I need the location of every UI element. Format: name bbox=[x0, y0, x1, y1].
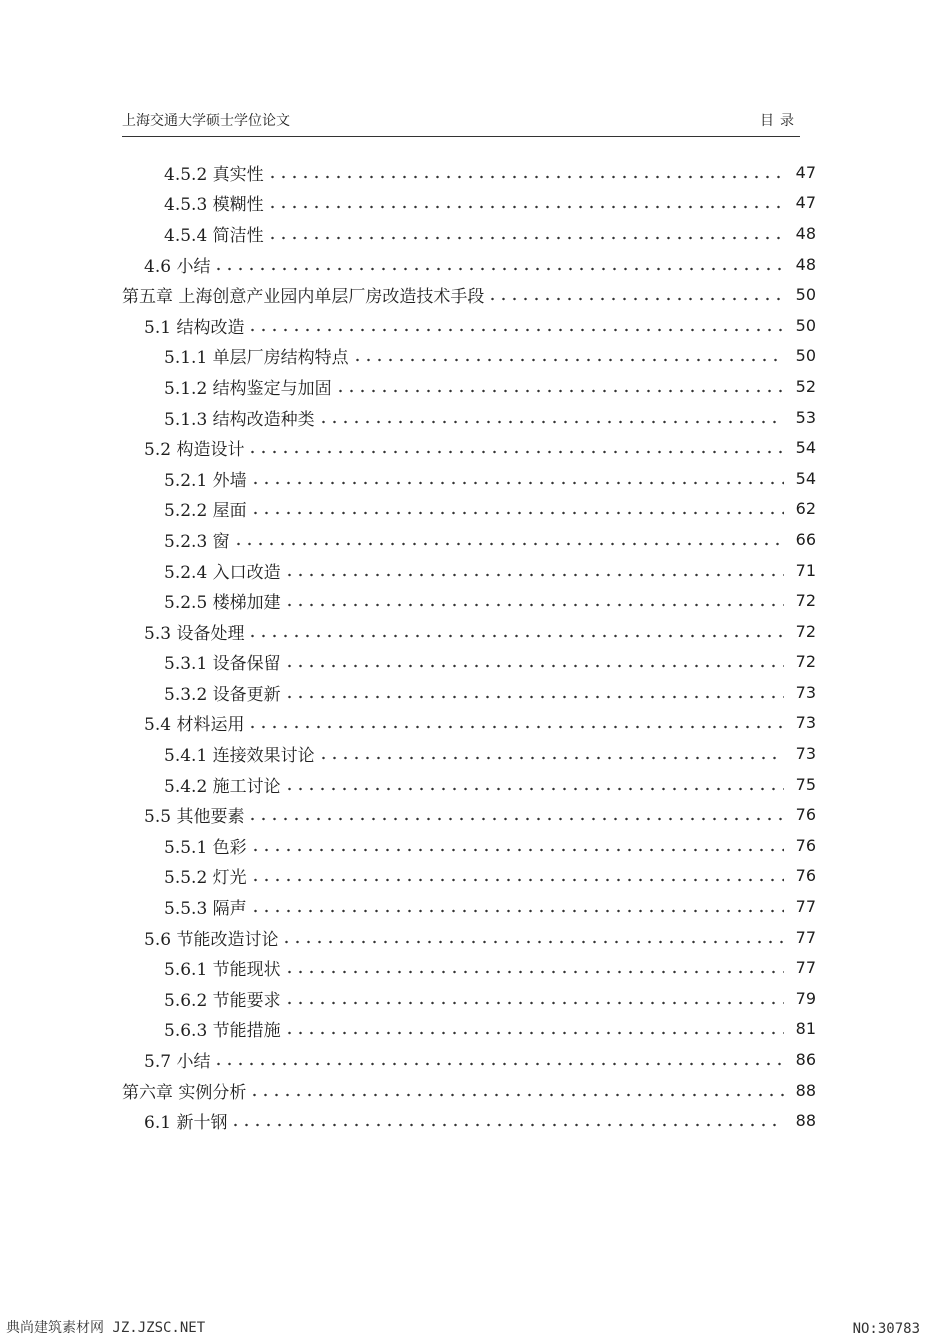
toc-entry-title: 第五章 上海创意产业园内单层厂房改造技术手段 bbox=[122, 287, 485, 308]
toc-entry-title: 5.5 其他要素 bbox=[144, 807, 245, 828]
toc-entry-title: 5.3.2 设备更新 bbox=[164, 684, 281, 705]
toc-entry[interactable] bbox=[122, 708, 816, 739]
toc-entry-title: 5.5.3 隔声 bbox=[164, 899, 247, 920]
toc-entry-page: 48 bbox=[795, 223, 816, 243]
toc-entry[interactable] bbox=[122, 738, 816, 769]
toc-entry[interactable] bbox=[122, 616, 816, 647]
toc-entry-page: 77 bbox=[795, 958, 816, 978]
toc-entry[interactable] bbox=[122, 524, 816, 555]
toc-entry-title: 第六章 实例分析 bbox=[122, 1082, 247, 1103]
toc-entry-title: 5.4.2 施工讨论 bbox=[164, 776, 281, 797]
toc-entry-title: 5.2.5 楼梯加建 bbox=[164, 593, 281, 614]
toc-entry-title: 4.5.2 真实性 bbox=[164, 164, 264, 185]
toc-leader-dots bbox=[318, 756, 784, 760]
toc-leader-dots bbox=[247, 817, 784, 821]
toc-entry[interactable] bbox=[122, 952, 816, 983]
toc-entry-page: 73 bbox=[795, 744, 816, 764]
toc-leader-dots bbox=[335, 389, 784, 393]
toc-entry[interactable] bbox=[122, 647, 816, 678]
toc-entry[interactable] bbox=[122, 555, 816, 586]
toc-leader-dots bbox=[284, 695, 784, 699]
toc-leader-dots bbox=[267, 175, 784, 179]
toc-leader-dots bbox=[267, 205, 784, 209]
toc-leader-dots bbox=[250, 878, 784, 882]
toc-leader-dots bbox=[284, 1001, 784, 1005]
toc-entry[interactable] bbox=[122, 1014, 816, 1045]
toc-entry[interactable] bbox=[122, 188, 816, 219]
toc-entry-page: 48 bbox=[795, 254, 816, 274]
toc-leader-dots bbox=[284, 970, 784, 974]
toc-leader-dots bbox=[250, 511, 784, 515]
toc-leader-dots bbox=[213, 1062, 784, 1066]
toc-entry-title: 5.1 结构改造 bbox=[144, 317, 245, 338]
toc-entry-page: 50 bbox=[795, 315, 816, 335]
toc-entry-page: 76 bbox=[795, 866, 816, 886]
toc-entry-title: 5.5.1 色彩 bbox=[164, 837, 247, 858]
toc-entry[interactable] bbox=[122, 585, 816, 616]
toc-leader-dots bbox=[247, 634, 784, 638]
toc-entry[interactable] bbox=[122, 983, 816, 1014]
toc-entry[interactable] bbox=[122, 463, 816, 494]
toc-leader-dots bbox=[281, 940, 784, 944]
toc-entry-title: 5.2.3 窗 bbox=[164, 531, 230, 552]
toc-leader-dots bbox=[250, 848, 784, 852]
toc-entry-page: 54 bbox=[795, 438, 816, 458]
toc-entry-title: 5.2.4 入口改造 bbox=[164, 562, 281, 583]
toc-entry-title: 5.4 材料运用 bbox=[144, 715, 245, 736]
toc-leader-dots bbox=[284, 787, 784, 791]
toc-entry-page: 88 bbox=[795, 1080, 816, 1100]
toc-entry[interactable] bbox=[122, 677, 816, 708]
toc-entry-title: 5.5.2 灯光 bbox=[164, 868, 247, 889]
toc-entry-page: 66 bbox=[795, 529, 816, 549]
toc-leader-dots bbox=[352, 358, 784, 362]
toc-entry-title: 5.3 设备处理 bbox=[144, 623, 245, 644]
toc-entry-title: 4.5.3 模糊性 bbox=[164, 195, 264, 216]
toc-leader-dots bbox=[249, 1093, 784, 1097]
toc-leader-dots bbox=[213, 267, 784, 271]
toc-entry[interactable] bbox=[122, 830, 816, 861]
toc-entry[interactable] bbox=[122, 1105, 816, 1136]
toc-entry[interactable] bbox=[122, 341, 816, 372]
watermark-number: NO:30783 bbox=[852, 1321, 920, 1337]
toc-entry-title: 5.2 构造设计 bbox=[144, 440, 245, 461]
toc-entry-page: 72 bbox=[795, 652, 816, 672]
toc-entry[interactable] bbox=[122, 249, 816, 280]
toc-entry-page: 47 bbox=[795, 162, 816, 182]
toc-entry-page: 73 bbox=[795, 713, 816, 733]
toc-entry-title: 5.1.1 单层厂房结构特点 bbox=[164, 348, 349, 369]
toc-entry[interactable] bbox=[122, 1075, 816, 1106]
toc-leader-dots bbox=[284, 664, 784, 668]
toc-entry-title: 5.4.1 连接效果讨论 bbox=[164, 746, 315, 767]
page-header bbox=[122, 108, 800, 137]
toc-entry[interactable] bbox=[122, 402, 816, 433]
toc-entry[interactable] bbox=[122, 922, 816, 953]
toc-entry[interactable] bbox=[122, 157, 816, 188]
toc-entry-page: 77 bbox=[795, 897, 816, 917]
toc-entry-page: 53 bbox=[795, 407, 816, 427]
toc-entry-page: 71 bbox=[795, 560, 816, 580]
toc-entry-title: 6.1 新十钢 bbox=[144, 1113, 228, 1134]
toc-entry-title: 5.2.2 屋面 bbox=[164, 501, 247, 522]
table-of-contents bbox=[122, 157, 816, 1136]
toc-entry-page: 50 bbox=[795, 346, 816, 366]
toc-entry-page: 76 bbox=[795, 805, 816, 825]
toc-leader-dots bbox=[284, 573, 784, 577]
toc-entry-page: 62 bbox=[795, 499, 816, 519]
toc-leader-dots bbox=[247, 725, 784, 729]
toc-leader-dots bbox=[487, 297, 784, 301]
toc-entry[interactable] bbox=[122, 769, 816, 800]
toc-leader-dots bbox=[247, 328, 784, 332]
toc-entry[interactable] bbox=[122, 861, 816, 892]
toc-leader-dots bbox=[250, 481, 784, 485]
toc-entry[interactable] bbox=[122, 279, 816, 310]
toc-leader-dots bbox=[233, 542, 784, 546]
toc-entry-title: 5.6.3 节能措施 bbox=[164, 1021, 281, 1042]
toc-entry-page: 72 bbox=[795, 591, 816, 611]
toc-entry-page: 76 bbox=[795, 835, 816, 855]
toc-entry-page: 77 bbox=[795, 927, 816, 947]
toc-leader-dots bbox=[247, 450, 784, 454]
toc-entry[interactable] bbox=[122, 310, 816, 341]
toc-entry-title: 5.2.1 外墙 bbox=[164, 470, 247, 491]
header-section-title: 目录 bbox=[760, 113, 800, 129]
toc-entry-page: 54 bbox=[795, 468, 816, 488]
toc-entry-title: 5.1.2 结构鉴定与加固 bbox=[164, 378, 332, 399]
toc-entry-page: 73 bbox=[795, 682, 816, 702]
toc-entry-page: 79 bbox=[795, 988, 816, 1008]
toc-leader-dots bbox=[230, 1123, 784, 1127]
toc-entry-title: 5.6 节能改造讨论 bbox=[144, 929, 279, 950]
toc-entry-page: 81 bbox=[795, 1019, 816, 1039]
toc-entry-page: 52 bbox=[795, 376, 816, 396]
toc-entry[interactable] bbox=[122, 371, 816, 402]
toc-leader-dots bbox=[267, 236, 784, 240]
toc-entry-title: 5.6.2 节能要求 bbox=[164, 990, 281, 1011]
toc-entry-page: 86 bbox=[795, 1050, 816, 1070]
toc-entry[interactable] bbox=[122, 1044, 816, 1075]
toc-entry-title: 5.3.1 设备保留 bbox=[164, 654, 281, 675]
toc-leader-dots bbox=[250, 909, 784, 913]
toc-entry-title: 4.6 小结 bbox=[144, 256, 211, 277]
toc-entry-page: 75 bbox=[795, 774, 816, 794]
toc-entry[interactable] bbox=[122, 799, 816, 830]
toc-leader-dots bbox=[284, 603, 784, 607]
toc-entry-page: 88 bbox=[795, 1111, 816, 1131]
header-thesis-title: 上海交通大学硕士学位论文 bbox=[122, 113, 290, 129]
toc-entry[interactable] bbox=[122, 494, 816, 525]
toc-entry-title: 4.5.4 简洁性 bbox=[164, 225, 264, 246]
toc-entry-page: 50 bbox=[795, 285, 816, 305]
toc-leader-dots bbox=[284, 1031, 784, 1035]
toc-entry-title: 5.1.3 结构改造种类 bbox=[164, 409, 315, 430]
toc-entry[interactable] bbox=[122, 891, 816, 922]
toc-entry-title: 5.7 小结 bbox=[144, 1052, 211, 1073]
toc-entry[interactable] bbox=[122, 432, 816, 463]
toc-entry-page: 47 bbox=[795, 193, 816, 213]
toc-leader-dots bbox=[318, 420, 784, 424]
watermark-site: 典尚建筑素材网 JZ.JZSC.NET bbox=[6, 1320, 206, 1336]
toc-entry[interactable] bbox=[122, 218, 816, 249]
toc-entry-page: 72 bbox=[795, 621, 816, 641]
toc-entry-title: 5.6.1 节能现状 bbox=[164, 960, 281, 981]
